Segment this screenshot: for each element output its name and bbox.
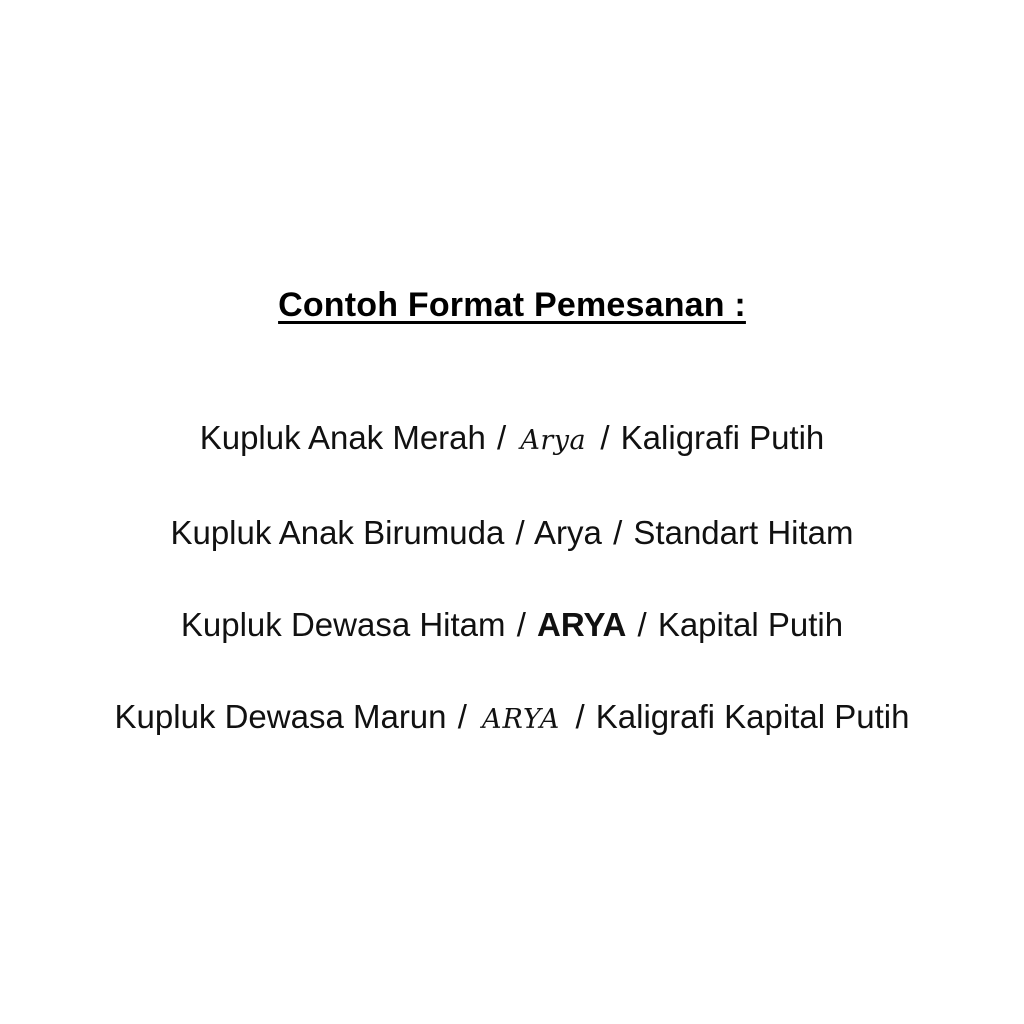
order-name: Arya xyxy=(520,425,587,456)
order-product: Kupluk Anak Merah xyxy=(199,419,486,456)
order-separator: / xyxy=(516,606,526,643)
order-separator: / xyxy=(600,419,610,456)
order-separator: / xyxy=(575,698,585,735)
order-product: Kupluk Dewasa Hitam xyxy=(180,606,506,643)
order-style: Standart Hitam xyxy=(633,514,854,551)
order-separator: / xyxy=(637,606,647,643)
order-style: Kaligrafi Kapital Putih xyxy=(595,698,910,735)
order-style: Kapital Putih xyxy=(657,606,844,643)
order-separator: / xyxy=(497,419,507,456)
page-title: Contoh Format Pemesanan : xyxy=(278,286,746,324)
order-name: ARYA xyxy=(537,606,627,643)
order-separator: / xyxy=(457,698,467,735)
list-item xyxy=(0,671,1024,766)
order-product: Kupluk Anak Birumuda xyxy=(170,514,505,551)
order-example-list xyxy=(0,392,1024,766)
list-item xyxy=(0,579,1024,671)
list-item xyxy=(0,487,1024,579)
order-name: Arya xyxy=(534,514,602,551)
order-product: Kupluk Dewasa Marun xyxy=(114,698,447,735)
order-style: Kaligrafi Putih xyxy=(620,419,825,456)
order-name: ARYA xyxy=(482,704,561,735)
list-item xyxy=(0,392,1024,487)
order-separator: / xyxy=(515,514,525,551)
order-separator: / xyxy=(613,514,623,551)
